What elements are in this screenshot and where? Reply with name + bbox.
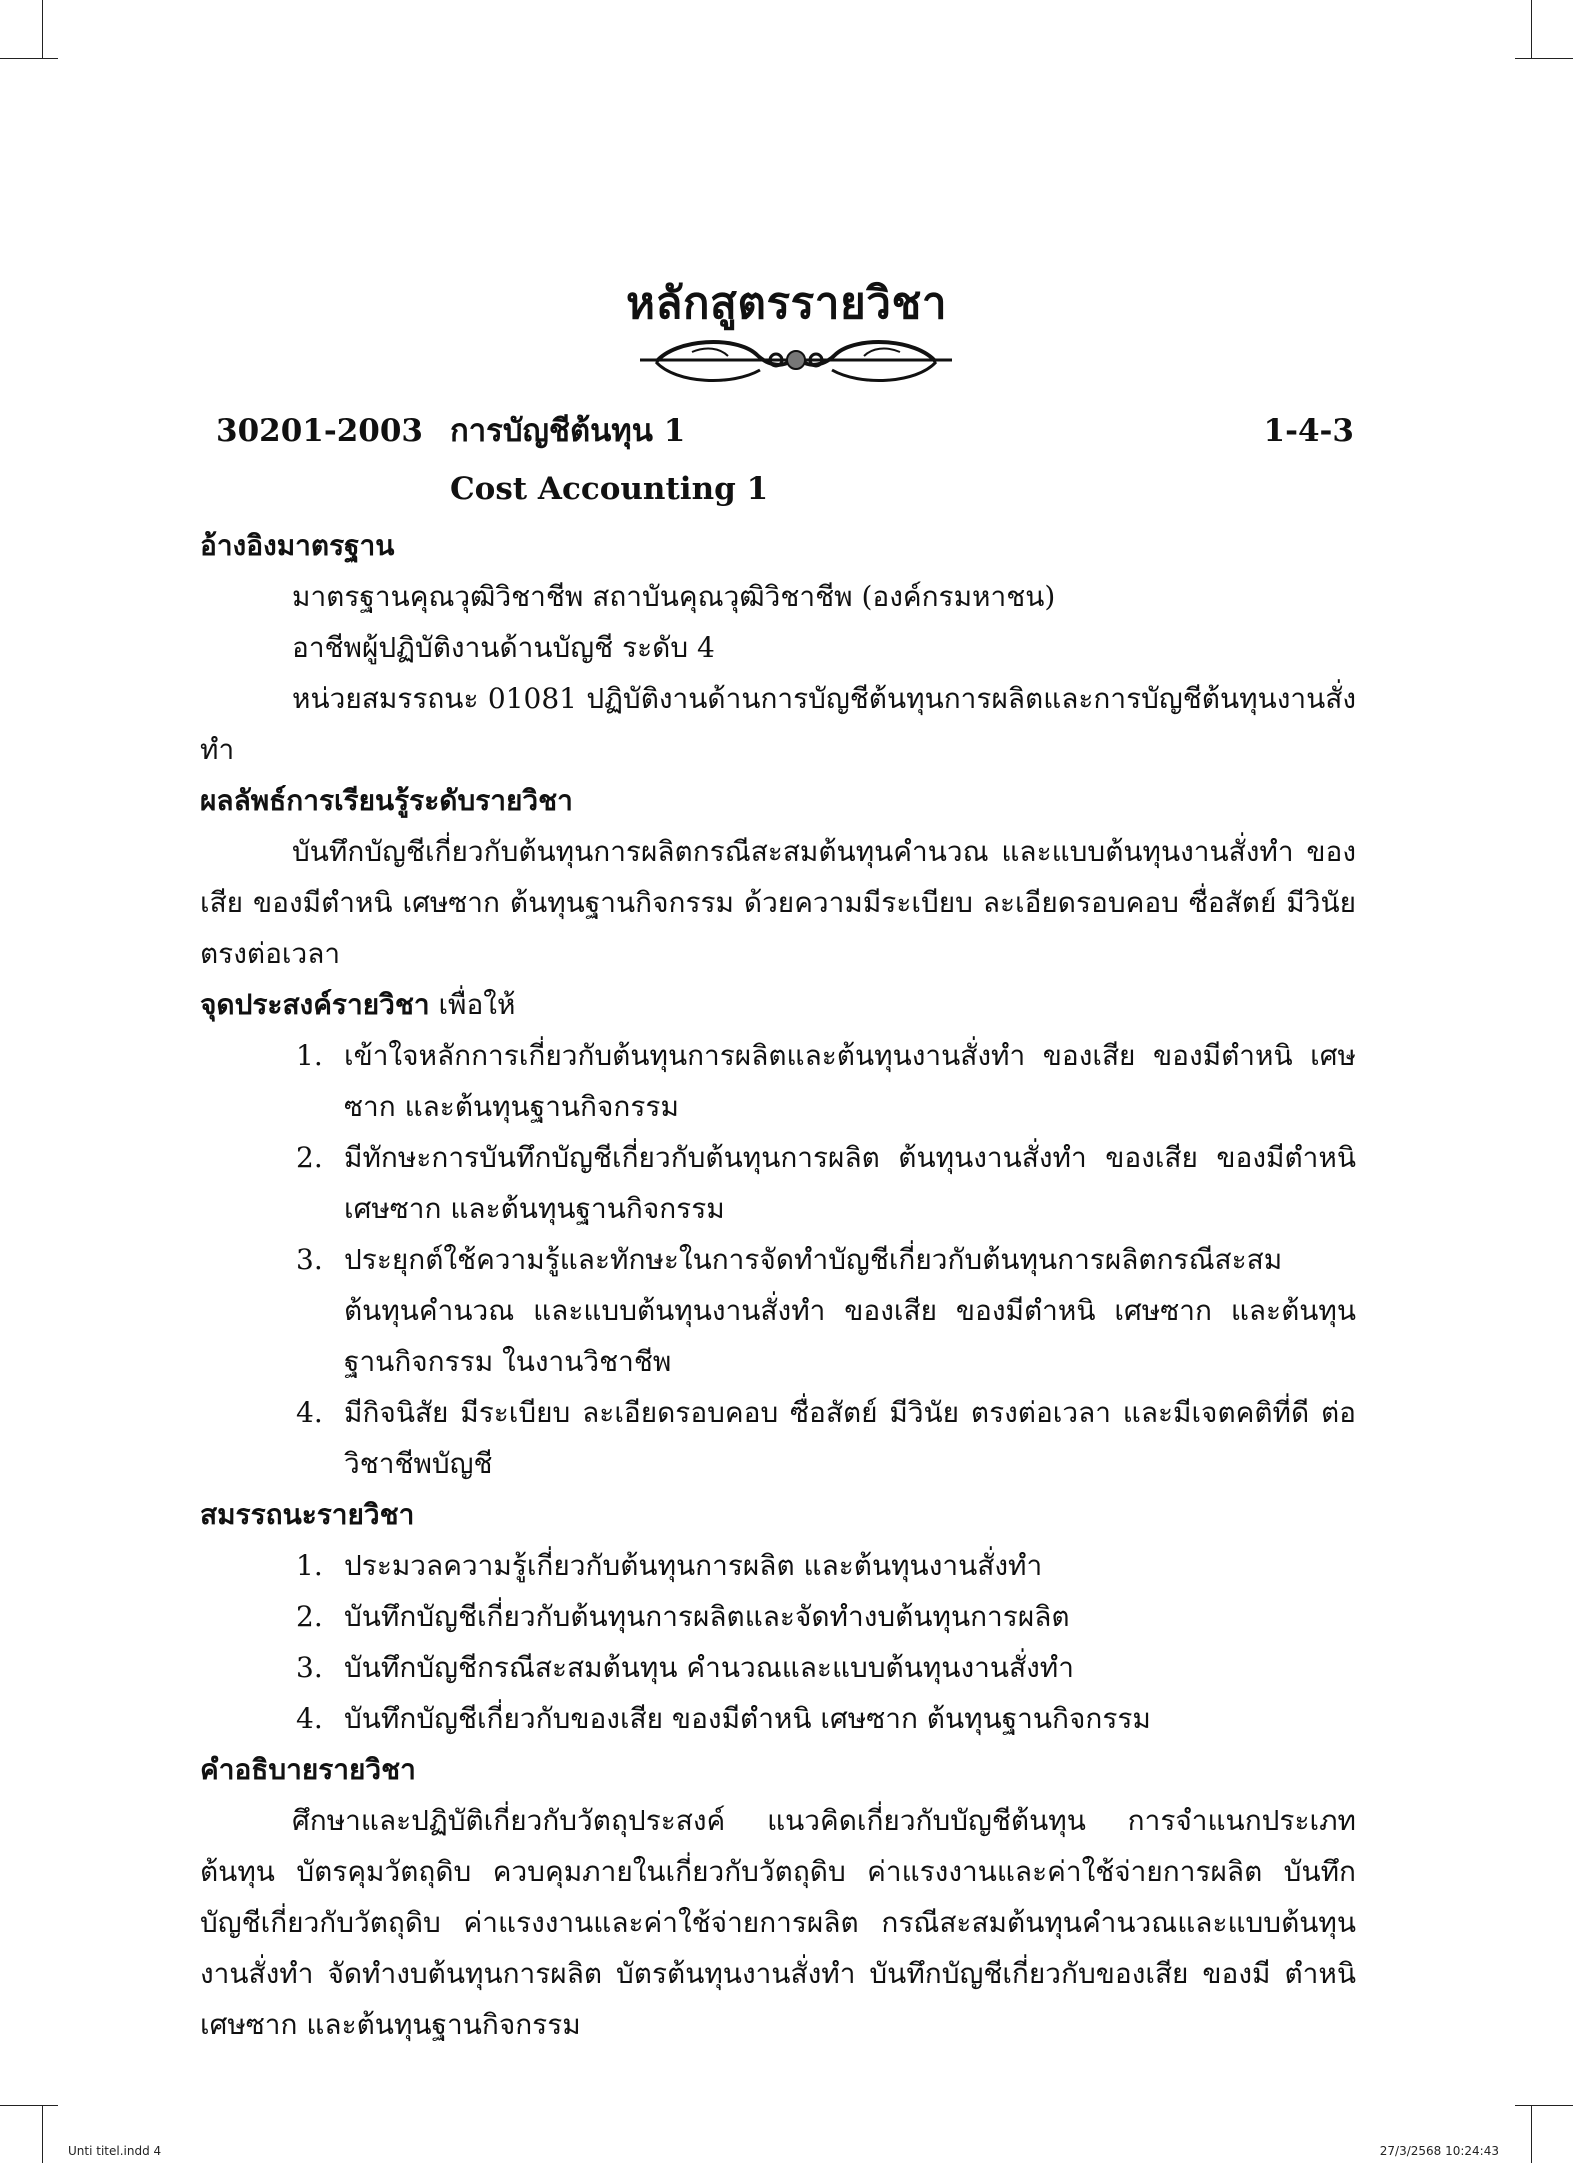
list-item xyxy=(200,1642,1356,1693)
crop-mark-bottom-right-v xyxy=(1531,2105,1532,2163)
list-item-number: 1. xyxy=(296,1039,323,1072)
course-credits: 1-4-3 xyxy=(1263,413,1354,449)
list-item-number: 1. xyxy=(296,1549,323,1582)
description-text: ศึกษาและปฏิบัติเกี่ยวกับวัตถุประสงค์ แนวคิดเกี่ยวกับบัญชีต้นทุน การจำแนกประเภท ต้นทุน บัตรคุมวัตถุดิบ ควบคุมภายในเกี่ยวกับวัตถุดิบ ค่าแรงงานและค่าใช้จ่ายการผลิต บันทึก บัญชีเกี่ยวกับวัตถุดิบ ค่าแรงงานและค่าใช้จ่ายการผลิต กรณีสะสมต้นทุนคำนวณและแบบต้นทุน งานสั่งทำ จัดทำงบต้นทุนการผลิต บัตรต้นทุนงานสั่งทำ บันทึกบัญชีเกี่ยวกับของเสีย ของมี ตำหนิ เศษซาก และต้นทุนฐานกิจกรรม xyxy=(200,1804,1356,2041)
standards-line: อาชีพผู้ปฏิบัติงานด้านบัญชี ระดับ 4 xyxy=(292,631,715,664)
list-item-text: ประมวลความรู้เกี่ยวกับต้นทุนการผลิต และต้นทุนงานสั่งทำ xyxy=(344,1549,1043,1582)
list-item-number: 2. xyxy=(296,1141,323,1174)
list-item-text: ประยุกต์ใช้ความรู้และทักษะในการจัดทำบัญชีเกี่ยวกับต้นทุนการผลิตกรณีสะสม ต้นทุนคำนวณ และแบบต้นทุนงานสั่งทำ ของเสีย ของมีตำหนิ เศษซาก และต้นทุน ฐานกิจกรรม ในงานวิชาชีพ xyxy=(344,1243,1356,1378)
list-item-text: บันทึกบัญชีเกี่ยวกับต้นทุนการผลิตและจัดทำงบต้นทุนการผลิต xyxy=(344,1600,1070,1633)
objectives-heading-tail: เพื่อให้ xyxy=(429,988,516,1021)
objectives-heading xyxy=(200,979,1356,1030)
list-item-number: 4. xyxy=(296,1396,323,1429)
course-header xyxy=(200,402,1356,460)
course-name-th: การบัญชีต้นทุน 1 xyxy=(450,413,686,449)
crop-mark-top-right-h xyxy=(1515,58,1573,59)
crop-mark-bottom-right-h xyxy=(1515,2105,1573,2106)
list-item xyxy=(200,1591,1356,1642)
description-heading: คำอธิบายรายวิชา xyxy=(200,1753,416,1786)
list-item-text: มีทักษะการบันทึกบัญชีเกี่ยวกับต้นทุนการผลิต ต้นทุนงานสั่งทำ ของเสีย ของมีตำหนิ เศษซาก และต้นทุนฐานกิจกรรม xyxy=(344,1141,1356,1225)
crop-mark-top-left-h xyxy=(0,58,58,59)
crop-mark-top-right-v xyxy=(1531,0,1532,58)
course-name-en: Cost Accounting 1 xyxy=(450,471,769,507)
list-item-number: 2. xyxy=(296,1600,323,1633)
list-item xyxy=(200,1030,1356,1132)
outcomes-text: บันทึกบัญชีเกี่ยวกับต้นทุนการผลิตกรณีสะสมต้นทุนคำนวณ และแบบต้นทุนงานสั่งทำ ของเสีย ของมีตำหนิ เศษซาก ต้นทุนฐานกิจกรรม ด้วยความมีระเบียบ ละเอียดรอบคอบ ซื่อสัตย์ มีวินัย ตรงต่อเวลา xyxy=(200,835,1356,970)
competencies-list xyxy=(200,1540,1356,1744)
page-title: หลักสูตรรายวิชา xyxy=(625,278,948,329)
list-item-text: มีกิจนิสัย มีระเบียบ ละเอียดรอบคอบ ซื่อสัตย์ มีวินัย ตรงต่อเวลา และมีเจตคติที่ดี ต่อวิชาชีพบัญชี xyxy=(344,1396,1356,1480)
crop-mark-bottom-left-v xyxy=(42,2105,43,2163)
list-item xyxy=(200,1132,1356,1234)
footer-timestamp: 27/3/2568 10:24:43 xyxy=(1379,2144,1499,2158)
decorative-swirl-ornament-icon xyxy=(636,332,956,388)
competency-unit: หน่วยสมรรถนะ 01081 ปฏิบัติงานด้านการบัญชีต้นทุนการผลิตและการบัญชีต้นทุนงานสั่งทำ xyxy=(200,682,1356,766)
outcomes-heading: ผลลัพธ์การเรียนรู้ระดับรายวิชา xyxy=(200,784,573,817)
list-item-number: 3. xyxy=(296,1651,323,1684)
list-item xyxy=(200,1540,1356,1591)
course-code: 30201-2003 xyxy=(216,413,423,449)
objectives-heading-label: จุดประสงค์รายวิชา xyxy=(200,988,430,1021)
list-item-number: 3. xyxy=(296,1243,323,1276)
crop-mark-top-left-v xyxy=(42,0,43,58)
competencies-heading: สมรรถนะรายวิชา xyxy=(200,1498,415,1531)
footer-file-name: Unti titel.indd 4 xyxy=(68,2144,162,2158)
document-body xyxy=(200,402,1356,2050)
list-item-number: 4. xyxy=(296,1702,323,1735)
list-item-text: บันทึกบัญชีเกี่ยวกับของเสีย ของมีตำหนิ เศษซาก ต้นทุนฐานกิจกรรม xyxy=(344,1702,1151,1735)
standards-heading: อ้างอิงมาตรฐาน xyxy=(200,529,395,562)
objectives-list xyxy=(200,1030,1356,1489)
list-item-text: เข้าใจหลักการเกี่ยวกับต้นทุนการผลิตและต้นทุนงานสั่งทำ ของเสีย ของมีตำหนิ เศษซาก และต้นทุนฐานกิจกรรม xyxy=(344,1039,1356,1123)
list-item xyxy=(200,1693,1356,1744)
list-item-text: บันทึกบัญชีกรณีสะสมต้นทุน คำนวณและแบบต้นทุนงานสั่งทำ xyxy=(344,1651,1074,1684)
list-item xyxy=(200,1387,1356,1489)
list-item xyxy=(200,1234,1356,1387)
crop-mark-bottom-left-h xyxy=(0,2105,58,2106)
standards-line: มาตรฐานคุณวุฒิวิชาชีพ สถาบันคุณวุฒิวิชาชีพ (องค์กรมหาชน) xyxy=(292,580,1056,613)
